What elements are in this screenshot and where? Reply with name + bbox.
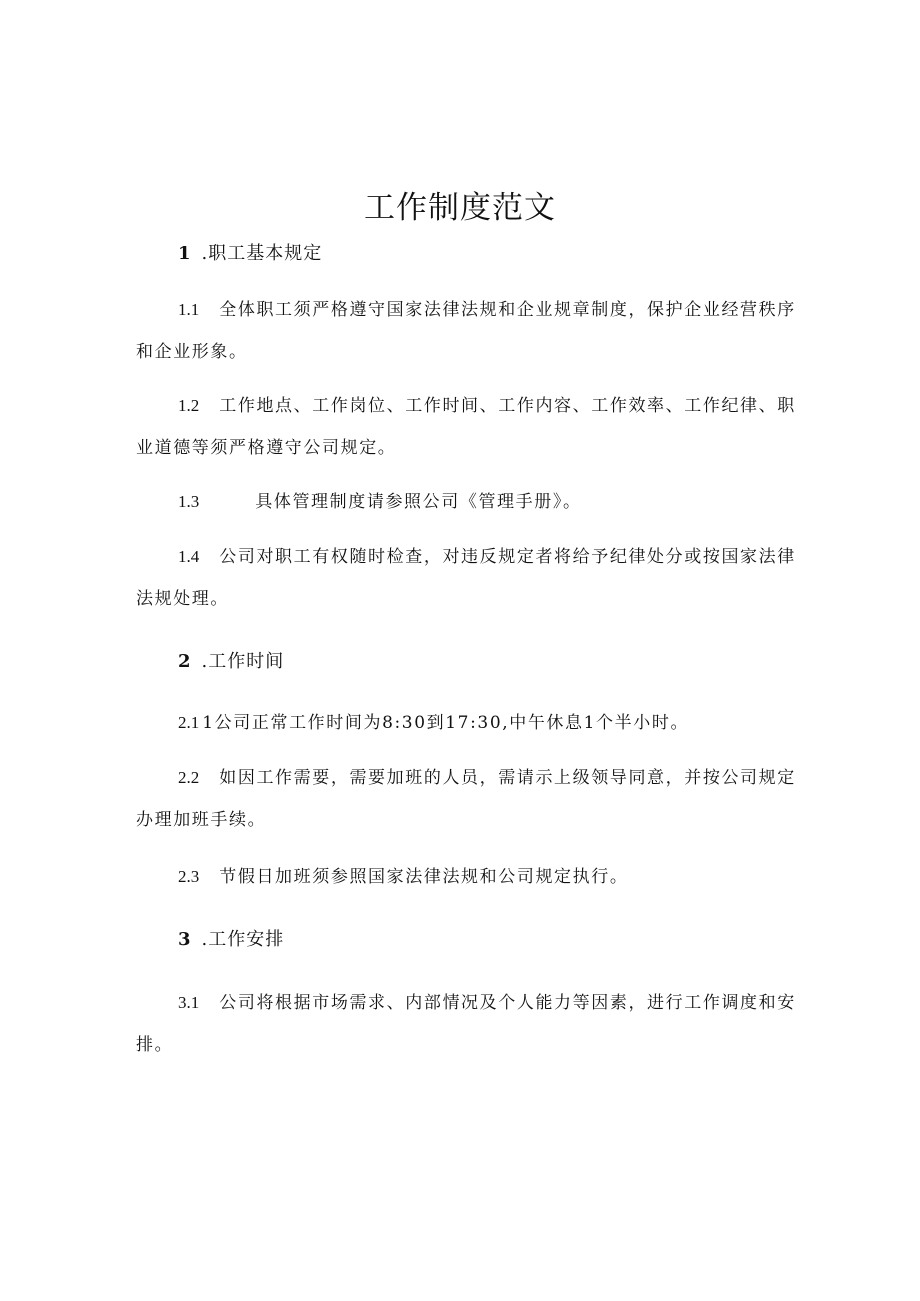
clause-text: 公司将根据市场需求、内部情况及个人能力等因素，进行工作调度和安排。 bbox=[136, 993, 796, 1055]
clause-paragraph bbox=[136, 702, 796, 744]
clause-paragraph bbox=[136, 289, 796, 373]
clause-number: 2.3 bbox=[178, 867, 200, 886]
clause-text: 如因工作需要，需要加班的人员，需请示上级领导同意，并按公司规定办理加班手续。 bbox=[136, 768, 796, 830]
clause-number: 2.1 bbox=[178, 713, 200, 732]
section-title: .工作安排 bbox=[201, 929, 285, 950]
clause-paragraph bbox=[136, 481, 796, 523]
section-title: .职工基本规定 bbox=[201, 243, 323, 264]
page-title: 工作制度范文 bbox=[364, 190, 556, 226]
section-number: 3 bbox=[178, 929, 192, 950]
clause-text: 具体管理制度请参照公司《管理手册》。 bbox=[255, 492, 582, 512]
section-heading bbox=[178, 650, 284, 674]
section-number: 1 bbox=[178, 243, 192, 264]
clause-number: 1.2 bbox=[178, 396, 200, 415]
clause-text: 公司对职工有权随时检查，对违反规定者将给予纪律处分或按国家法律法规处理。 bbox=[136, 547, 796, 609]
clause-text: 全体职工须严格遵守国家法律法规和企业规章制度，保护企业经营秩序和企业形象。 bbox=[136, 300, 796, 362]
section-heading bbox=[178, 928, 284, 952]
section-number: 2 bbox=[178, 651, 192, 672]
clause-number: 1.1 bbox=[178, 300, 200, 319]
clause-paragraph bbox=[136, 982, 796, 1066]
clause-number: 1.4 bbox=[178, 547, 200, 566]
clause-text: 1公司正常工作时间为8:30到17:30,中午休息1个半小时。 bbox=[202, 713, 690, 733]
clause-number: 1.3 bbox=[178, 492, 200, 511]
section-heading bbox=[178, 242, 322, 266]
clause-paragraph bbox=[136, 536, 796, 620]
clause-number: 3.1 bbox=[178, 993, 200, 1012]
clause-number: 2.2 bbox=[178, 768, 200, 787]
clause-paragraph bbox=[136, 856, 796, 898]
clause-text: 工作地点、工作岗位、工作时间、工作内容、工作效率、工作纪律、职业道德等须严格遵守公司规定。 bbox=[136, 396, 796, 458]
section-title: .工作时间 bbox=[201, 651, 285, 672]
clause-paragraph bbox=[136, 385, 796, 469]
clause-text: 节假日加班须参照国家法律法规和公司规定执行。 bbox=[219, 867, 629, 887]
clause-paragraph bbox=[136, 757, 796, 841]
